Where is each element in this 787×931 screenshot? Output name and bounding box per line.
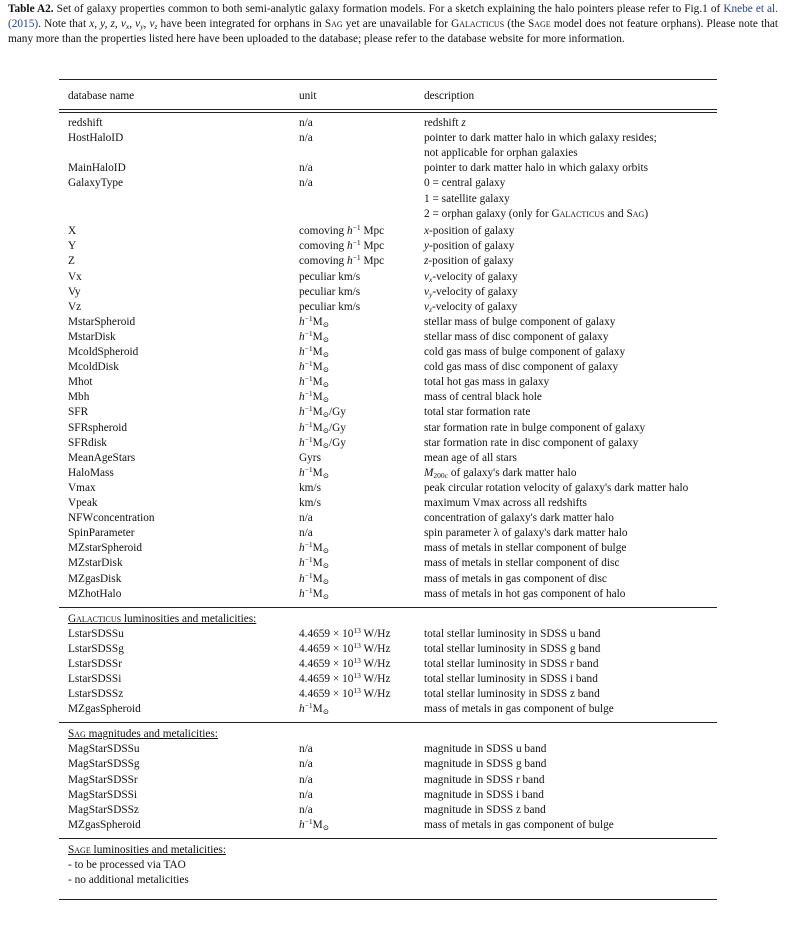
- description-line: [424, 466, 576, 481]
- superscript: −1: [304, 328, 313, 338]
- property-name: Z: [68, 255, 75, 268]
- description-line: star formation rate in bulge component of galaxy: [424, 421, 646, 434]
- subscript: ⊙: [322, 591, 329, 601]
- description-line: mass of central black hole: [424, 391, 542, 404]
- unit-cell: [299, 239, 384, 254]
- unit-cell: [299, 818, 329, 833]
- description-line: [424, 224, 514, 239]
- property-name: MstarSpheroid: [68, 315, 136, 328]
- section-title-text: [68, 613, 256, 625]
- unit-cell: km/s: [299, 497, 321, 509]
- unit-part: M: [312, 391, 323, 404]
- unit-cell: [299, 330, 329, 345]
- description-line: 0 = central galaxy: [424, 177, 506, 190]
- unit-part: h: [299, 436, 305, 449]
- superscript: −1: [304, 344, 313, 353]
- caption-var: v: [149, 18, 155, 30]
- section-title-rest: luminosities and metalicities:: [90, 843, 226, 856]
- description-line: not applicable for orphan galaxies: [424, 147, 578, 160]
- desc-part: M: [424, 466, 434, 479]
- description-line: spin parameter λ of galaxy's dark matter halo: [424, 527, 628, 540]
- description-line: mass of metals in hot gas component of halo: [424, 587, 626, 600]
- property-name: MagStarSDSSu: [68, 743, 140, 756]
- unit-part: h: [299, 572, 305, 585]
- property-name: MZstarDisk: [68, 557, 123, 570]
- description-line: peak circular rotation velocity of galaxy's dark matter halo: [424, 481, 689, 494]
- unit-part: comoving: [299, 255, 348, 268]
- property-name: MZgasSpheroid: [68, 818, 141, 831]
- property-name: Vmax: [68, 481, 96, 494]
- desc-part: Sag: [626, 207, 645, 220]
- unit-part: h: [299, 376, 305, 389]
- description-line: stellar mass of disc component of galaxy: [424, 330, 609, 343]
- unit-part: M: [312, 315, 323, 328]
- property-name: redshift: [68, 117, 103, 129]
- unit-part: comoving: [299, 240, 348, 253]
- description-line: cold gas mass of disc component of galaxy: [424, 361, 619, 374]
- unit-part: M: [312, 542, 323, 555]
- superscript: −1: [352, 223, 361, 233]
- subscript: ⊙: [322, 822, 329, 832]
- subscript: ⊙: [322, 395, 329, 405]
- description-line: mean age of all stars: [424, 451, 517, 464]
- property-name: MZgasDisk: [68, 572, 122, 585]
- description-line: magnitude in SDSS g band: [424, 758, 547, 771]
- description-line: star formation rate in disc component of galaxy: [424, 436, 639, 449]
- unit-part: M: [312, 466, 323, 479]
- unit-part: /Gy: [328, 406, 346, 419]
- unit-part: h: [299, 587, 305, 600]
- section-title: [68, 727, 218, 741]
- subscript: ⊙: [322, 425, 329, 435]
- unit-cell: [299, 541, 329, 556]
- unit-cell: n/a: [299, 788, 313, 801]
- property-name: Vx: [68, 270, 82, 283]
- desc-part: redshift: [424, 117, 462, 129]
- desc-part: v: [424, 270, 430, 283]
- property-name: MZgasSpheroid: [68, 703, 141, 716]
- superscript: 13: [353, 671, 361, 680]
- desc-part: -velocity of galaxy: [432, 270, 518, 283]
- section-rule: [59, 838, 717, 839]
- description-line: stellar mass of bulge component of galaxy: [424, 315, 616, 328]
- unit-part: Mpc: [360, 255, 385, 268]
- desc-part: Galacticus: [551, 207, 605, 220]
- subscript: x: [429, 274, 433, 284]
- unit-cell: n/a: [299, 162, 313, 175]
- unit-part: h: [299, 421, 305, 434]
- unit-part: h: [347, 255, 353, 268]
- property-name: MstarDisk: [68, 330, 116, 343]
- description-line: pointer to dark matter halo in which galaxy resides;: [424, 132, 657, 145]
- unit-cell: n/a: [299, 132, 313, 145]
- unit-cell: [299, 436, 346, 451]
- unit-part: /Gy: [328, 421, 346, 434]
- superscript: −1: [304, 389, 313, 399]
- subscript: ⊙: [322, 410, 329, 420]
- unit-part: 4.4659 × 10: [299, 642, 354, 655]
- superscript: −1: [304, 404, 313, 414]
- description-line: mass of metals in gas component of disc: [424, 572, 607, 585]
- unit-cell: peculiar km/s: [299, 285, 361, 298]
- property-name: SFRdisk: [68, 436, 107, 449]
- section-title-text: [68, 844, 226, 856]
- unit-part: h: [299, 391, 305, 404]
- unit-part: h: [299, 818, 305, 831]
- unit-part: M: [312, 436, 323, 449]
- subscript: ⊙: [322, 576, 329, 586]
- unit-cell: [299, 657, 390, 672]
- description-line: [424, 254, 514, 269]
- unit-part: h: [299, 466, 305, 479]
- unit-part: W/Hz: [360, 642, 391, 655]
- description-line: maximum Vmax across all redshifts: [424, 497, 587, 509]
- description-line: magnitude in SDSS r band: [424, 773, 545, 786]
- description-line: total hot gas mass in galaxy: [424, 376, 550, 389]
- property-name: MagStarSDSSi: [68, 788, 138, 801]
- unit-part: h: [299, 315, 305, 328]
- unit-part: M: [312, 406, 323, 419]
- unit-part: W/Hz: [360, 688, 391, 701]
- unit-cell: n/a: [299, 758, 313, 771]
- description-line: [424, 300, 517, 315]
- desc-part: v: [424, 300, 430, 313]
- property-name: X: [68, 225, 77, 238]
- desc-part: -position of galaxy: [429, 225, 515, 238]
- property-name: HostHaloID: [68, 132, 124, 145]
- description-line: mass of metals in gas component of bulge: [424, 818, 614, 831]
- unit-part: Mpc: [360, 240, 385, 253]
- property-name: LstarSDSSu: [68, 627, 124, 640]
- description-line: 1 = satellite galaxy: [424, 192, 510, 205]
- description-line: [424, 116, 466, 131]
- subscript: ⊙: [322, 319, 329, 329]
- desc-part: x: [424, 225, 430, 238]
- property-name: SpinParameter: [68, 527, 135, 540]
- unit-part: W/Hz: [360, 627, 391, 640]
- unit-cell: [299, 702, 329, 717]
- table-caption: Table A2. Set of galaxy properties common to both semi-analytic galaxy formation models. For a sketch explaining the halo pointers please refer to Fig.1 of Knebe et al. (2015). Note that x, y, z, $v_x$, $v_y$, $v_z$ have been integrated for orphans in Sag yet are unavailable for Galacticus (the Sage model does not feature orphans). Please note that many more than the properties listed here have been uploaded to the database; please refer to the database website for more information.: [8, 3, 779, 45]
- caption-sub: z: [154, 22, 158, 31]
- unit-cell: peculiar km/s: [299, 270, 361, 283]
- section-title: [68, 612, 256, 626]
- header-unit: unit: [299, 90, 317, 102]
- desc-part: z: [424, 255, 429, 268]
- unit-part: h: [299, 557, 305, 570]
- unit-part: h: [347, 225, 353, 238]
- description-line: magnitude in SDSS i band: [424, 788, 544, 801]
- superscript: −1: [304, 540, 313, 550]
- property-name: Vy: [68, 285, 81, 298]
- header-database-name: database name: [68, 90, 135, 102]
- caption-text: (the: [504, 18, 528, 30]
- unit-part: h: [299, 361, 305, 374]
- unit-cell: [299, 315, 329, 330]
- unit-cell: [299, 672, 390, 687]
- property-name: NFWconcentration: [68, 512, 155, 525]
- description-line: total stellar luminosity in SDSS r band: [424, 657, 599, 670]
- property-name: Y: [68, 240, 77, 253]
- description-line: [424, 207, 648, 222]
- property-name: MeanAgeStars: [68, 451, 136, 464]
- unit-part: M: [312, 703, 323, 716]
- desc-part: -position of galaxy: [428, 255, 514, 268]
- property-name: Vz: [68, 300, 82, 313]
- unit-part: M: [312, 572, 323, 585]
- description-line: [424, 239, 514, 254]
- caption-text: have been integrated for orphans in: [157, 18, 325, 30]
- desc-part: v: [424, 285, 430, 298]
- top-rule: [59, 79, 717, 80]
- desc-part: -velocity of galaxy: [431, 300, 518, 313]
- subscript: ⊙: [322, 470, 329, 480]
- subscript: z: [429, 304, 432, 314]
- subscript: ⊙: [322, 350, 329, 359]
- superscript: −1: [304, 313, 313, 323]
- desc-part: -position of galaxy: [429, 240, 515, 253]
- unit-cell: [299, 254, 384, 269]
- caption-sage: Sage: [527, 18, 551, 30]
- section-title-sc: Sage: [68, 843, 91, 856]
- unit-cell: n/a: [299, 803, 313, 816]
- property-name: MagStarSDSSg: [68, 758, 140, 771]
- superscript: −1: [304, 419, 313, 429]
- property-name: MainHaloID: [68, 162, 126, 175]
- superscript: 13: [353, 625, 361, 635]
- unit-cell: [299, 627, 390, 642]
- property-name: LstarSDSSr: [68, 657, 122, 670]
- unit-part: M: [312, 818, 323, 831]
- unit-part: 4.4659 × 10: [299, 688, 354, 701]
- subscript: ⊙: [322, 380, 329, 390]
- unit-cell: n/a: [299, 117, 313, 129]
- property-name: HaloMass: [68, 466, 114, 479]
- subscript: ⊙: [322, 707, 329, 717]
- superscript: −1: [304, 816, 313, 826]
- caption-sub: y: [140, 22, 144, 31]
- property-name: McoldSpheroid: [68, 346, 139, 358]
- subscript: ⊙: [322, 365, 329, 375]
- superscript: −1: [352, 238, 361, 248]
- note-line: - no additional metalicities: [68, 873, 189, 886]
- unit-part: h: [299, 346, 305, 358]
- description-line: total stellar luminosity in SDSS g band: [424, 642, 601, 655]
- caption-text: model does not feature orphans). Please note that many more than the properties listed here have been uploaded to the database; please refer to the database website for more information.: [8, 18, 779, 45]
- caption-vars: x, y, z, v: [89, 18, 126, 30]
- header-rule-upper: [59, 109, 717, 110]
- caption-sub: x: [125, 22, 130, 31]
- caption-var: v: [135, 18, 141, 30]
- unit-cell: Gyrs: [299, 451, 321, 464]
- superscript: 13: [353, 640, 361, 650]
- section-title-rest: luminosities and metalicities:: [121, 612, 257, 625]
- superscript: −1: [304, 374, 313, 384]
- unit-part: h: [347, 240, 353, 253]
- property-name: SFRspheroid: [68, 421, 128, 434]
- desc-part: of galaxy's dark matter halo: [448, 466, 577, 479]
- unit-part: /Gy: [328, 436, 346, 449]
- unit-cell: n/a: [299, 177, 313, 190]
- unit-part: M: [312, 587, 323, 600]
- description-line: mass of metals in stellar component of disc: [424, 557, 620, 570]
- desc-part: z: [461, 117, 466, 129]
- desc-part: -velocity of galaxy: [432, 285, 518, 298]
- note-line: - to be processed via TAO: [68, 858, 186, 871]
- superscript: −1: [304, 359, 313, 369]
- unit-part: 4.4659 × 10: [299, 673, 354, 685]
- property-name: LstarSDSSg: [68, 642, 124, 655]
- section-title-text: [68, 728, 218, 740]
- description-line: magnitude in SDSS u band: [424, 743, 547, 756]
- header-description: description: [424, 90, 475, 102]
- property-name: SFR: [68, 406, 89, 419]
- description-line: total stellar luminosity in SDSS u band: [424, 627, 601, 640]
- unit-part: 4.4659 × 10: [299, 627, 354, 640]
- unit-part: M: [312, 557, 323, 570]
- superscript: −1: [304, 570, 313, 580]
- unit-part: M: [312, 346, 323, 358]
- unit-cell: [299, 466, 329, 481]
- superscript: −1: [304, 701, 313, 711]
- unit-part: M: [312, 361, 323, 374]
- desc-part: and: [604, 207, 627, 220]
- section-title-sc: Galacticus: [68, 612, 122, 625]
- unit-cell: [299, 375, 329, 390]
- desc-part: ): [644, 207, 649, 220]
- caption-label: Table A2.: [8, 3, 54, 15]
- unit-part: W/Hz: [360, 657, 391, 670]
- property-name: Mbh: [68, 391, 90, 404]
- superscript: 13: [353, 655, 361, 665]
- desc-part: 2 = orphan galaxy (only for: [424, 207, 552, 220]
- caption-text: . Note that: [38, 18, 90, 30]
- superscript: −1: [304, 555, 313, 565]
- header-rule-lower: [59, 112, 717, 113]
- unit-cell: [299, 421, 346, 436]
- unit-part: h: [299, 330, 305, 343]
- caption-galacticus: Galacticus: [451, 18, 505, 30]
- property-name: MZhotHalo: [68, 587, 122, 600]
- unit-cell: [299, 687, 390, 702]
- unit-cell: km/s: [299, 481, 321, 494]
- description-line: magnitude in SDSS z band: [424, 803, 546, 816]
- unit-part: M: [312, 421, 323, 434]
- property-name: MZstarSpheroid: [68, 542, 143, 555]
- unit-part: h: [299, 542, 305, 555]
- unit-cell: n/a: [299, 743, 313, 756]
- unit-cell: peculiar km/s: [299, 300, 361, 313]
- subscript: ⊙: [322, 334, 329, 344]
- description-line: pointer to dark matter halo in which galaxy orbits: [424, 162, 648, 175]
- property-name: MagStarSDSSz: [68, 803, 139, 816]
- unit-cell: [299, 572, 329, 587]
- description-line: [424, 270, 518, 285]
- section-title-rest: magnitudes and metalicities:: [85, 728, 218, 741]
- description-line: cold gas mass of bulge component of galaxy: [424, 346, 626, 358]
- subscript: y: [429, 289, 433, 299]
- subscript: 200c: [433, 470, 449, 480]
- subscript: ⊙: [322, 440, 329, 450]
- subscript: ⊙: [322, 546, 329, 556]
- unit-cell: [299, 556, 329, 571]
- description-line: total stellar luminosity in SDSS i band: [424, 673, 598, 685]
- property-name: LstarSDSSi: [68, 673, 122, 685]
- unit-part: h: [299, 703, 305, 716]
- description-line: mass of metals in stellar component of bulge: [424, 542, 627, 555]
- description-line: total star formation rate: [424, 406, 531, 419]
- desc-part: y: [424, 240, 430, 253]
- unit-cell: [299, 390, 329, 405]
- property-name: MagStarSDSSr: [68, 773, 138, 786]
- property-name: Mhot: [68, 376, 93, 389]
- bottom-rule: [59, 899, 717, 900]
- superscript: −1: [352, 253, 361, 263]
- section-title: [68, 843, 226, 857]
- section-title-sc: Sag: [68, 728, 86, 741]
- description-line: mass of metals in gas component of bulge: [424, 703, 614, 716]
- description-line: [424, 285, 518, 300]
- unit-part: 4.4659 × 10: [299, 657, 354, 670]
- unit-cell: n/a: [299, 512, 313, 525]
- section-rule: [59, 722, 717, 723]
- superscript: −1: [304, 464, 313, 474]
- caption-text: yet are unavailable for: [342, 18, 452, 30]
- unit-cell: [299, 642, 390, 657]
- unit-cell: [299, 224, 384, 239]
- superscript: −1: [304, 434, 313, 444]
- unit-cell: n/a: [299, 773, 313, 786]
- unit-part: h: [299, 406, 305, 419]
- unit-cell: n/a: [299, 527, 313, 540]
- property-name: Vpeak: [68, 497, 98, 509]
- citation-link[interactable]: Knebe et al. (2015): [8, 3, 779, 30]
- description-line: concentration of galaxy's dark matter halo: [424, 512, 614, 525]
- property-name: LstarSDSSz: [68, 688, 124, 701]
- unit-cell: [299, 360, 329, 375]
- unit-part: M: [312, 330, 323, 343]
- description-line: total stellar luminosity in SDSS z band: [424, 688, 600, 701]
- superscript: −1: [304, 585, 313, 595]
- caption-sag: Sag: [324, 18, 343, 30]
- unit-part: M: [312, 376, 323, 389]
- property-name: GalaxyType: [68, 177, 124, 190]
- caption-text: Set of galaxy properties common to both semi-analytic galaxy formation models. For a sketch explaining the halo pointers please refer to Fig.1 of: [53, 3, 724, 15]
- unit-part: W/Hz: [360, 673, 391, 685]
- section-rule: [59, 607, 717, 608]
- property-name: McoldDisk: [68, 361, 119, 374]
- unit-cell: [299, 587, 329, 602]
- unit-part: comoving: [299, 225, 348, 238]
- superscript: 13: [353, 686, 361, 696]
- unit-cell: [299, 345, 329, 360]
- unit-cell: [299, 405, 346, 420]
- subscript: ⊙: [322, 561, 329, 571]
- unit-part: Mpc: [360, 225, 385, 238]
